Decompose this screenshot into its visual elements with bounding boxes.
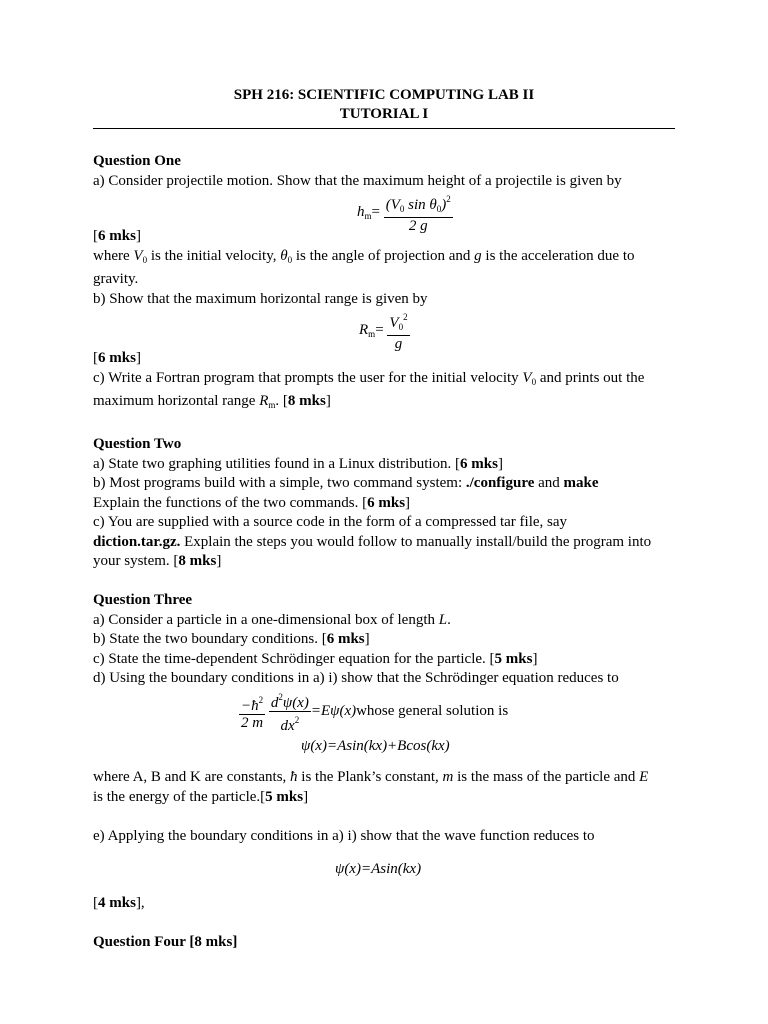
q1-equation-max-height: $h_m=$ $\frac{(V_0 \sin \theta_0)^2}{2 g}$	[357, 194, 451, 234]
q3-part-e: e) Applying the boundary conditions in a) i) show that the wave function reduces to	[93, 827, 595, 844]
q1-part-a: a) Consider projectile motion. Show that the maximum height of a projectile is given by	[93, 172, 622, 189]
q3-part-b: b) State the two boundary conditions. [6 mks]	[93, 631, 370, 647]
tutorial-title: TUTORIAL I	[339, 106, 429, 122]
q3-heading: Question Three	[93, 592, 193, 608]
q3-part-a: a) Consider a particle in a one-dimensional box of length L.	[93, 611, 451, 628]
q1-where-line: where $V_0$ is the initial velocity, $\theta_0$ is the angle of projection and g is the acceleration due to	[93, 247, 635, 265]
q3-schrodinger-equation: $\frac{-ħ^2}{2 m}$ $\frac{d^2\psi(x)}{dx^2}$ =Eψ(x)whose general solution is	[241, 691, 509, 734]
q2-part-a: a) State two graphing utilities found in a Linux distribution. [6 mks]	[93, 455, 503, 472]
q2-heading: Question Two	[93, 436, 182, 452]
course-title: SPH 216: SCIENTIFIC COMPUTING LAB II	[233, 87, 535, 103]
q3-general-solution: ψ(x)=Asin(kx)+Bcos(kx)	[301, 737, 450, 754]
q1-heading: Question One	[93, 153, 181, 169]
q3-marks-e: [4 mks],	[93, 894, 145, 911]
q2-part-b-2: Explain the functions of the two commands. [6 mks]	[93, 494, 411, 511]
q3-part-d: d) Using the boundary conditions in a) i) show that the Schrödinger equation reduces to	[93, 670, 619, 686]
q2-part-c: c) You are supplied with a source code in the form of a compressed tar file, say	[93, 514, 568, 530]
q3-where-line: where A, B and K are constants, ħ is the Plank’s constant, m is the mass of the particle and E	[93, 769, 649, 785]
q3-part-c: c) State the time-dependent Schrödinger equation for the particle. [5 mks]	[93, 650, 538, 667]
q3-where-line-2: is the energy of the particle.[5 mks]	[93, 788, 309, 805]
q1-part-c-2: maximum horizontal range $R_m$. [8 mks]	[93, 393, 331, 410]
q2-part-c-3: your system. [8 mks]	[93, 553, 222, 569]
q1-part-b: b) Show that the maximum horizontal range is given by	[93, 290, 428, 307]
q1-equation-max-range: $R_m=$ $\frac{V_0^2}{g}$	[359, 312, 408, 352]
q1-where-line-2: gravity.	[93, 271, 139, 287]
document-page	[93, 86, 675, 952]
q4-heading: Question Four [8 mks]	[93, 933, 238, 950]
q2-part-c-2: diction.tar.gz. Explain the steps you would follow to manually install/build the program into	[93, 533, 652, 550]
q1-marks-b: [6 mks]	[93, 350, 141, 366]
q1-marks-a: [6 mks]	[93, 228, 141, 244]
q1-part-c: c) Write a Fortran program that prompts the user for the initial velocity $V_0$ and prints out the	[93, 369, 645, 387]
q2-part-b: b) Most programs build with a simple, two command system: ./configure and make	[93, 475, 599, 491]
q3-wave-function: ψ(x)=Asin(kx)	[335, 861, 422, 877]
